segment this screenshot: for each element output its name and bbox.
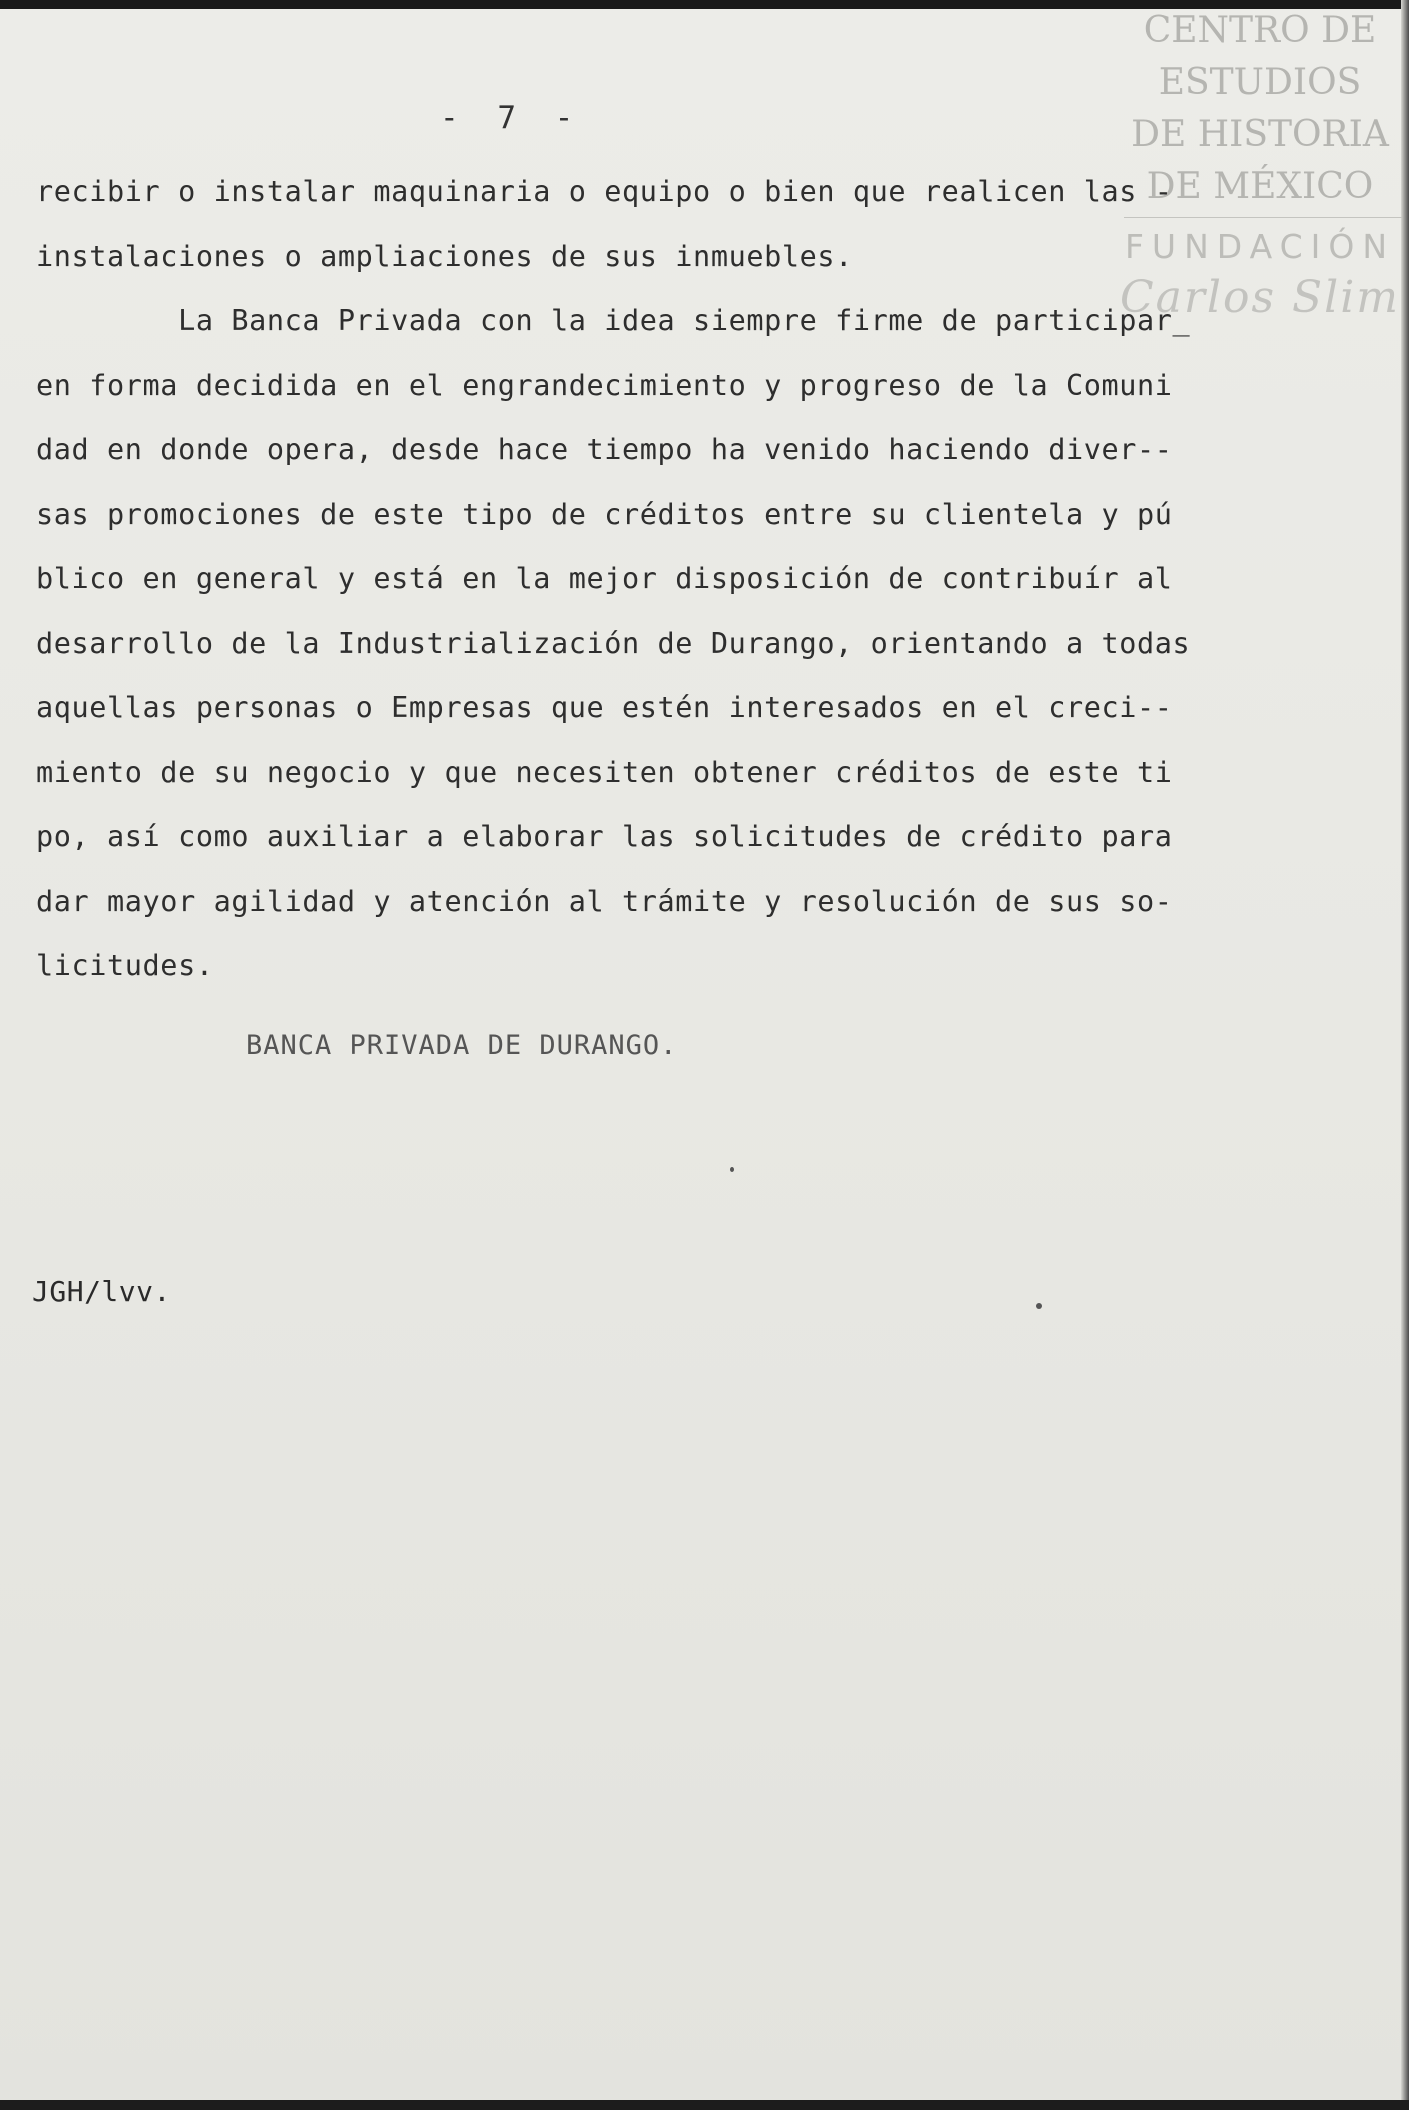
scan-bottom-edge	[0, 2100, 1409, 2110]
watermark-line: DE MÉXICO	[1146, 166, 1374, 207]
text-line: dar mayor agilidad y atención al trámite y resolución de sus so-	[36, 884, 1173, 918]
typist-initials: JGH/lvv.	[32, 1275, 171, 1308]
text-line: instalaciones o ampliaciones de sus inmuebles.	[36, 239, 853, 273]
text-line: po, así como auxiliar a elaborar las solicitudes de crédito para	[36, 820, 1173, 853]
text-line: desarrollo de la Industrialización de Durango, orientando a todas	[36, 626, 1191, 660]
text-line: dad en donde opera, desde hace tiempo ha venido haciendo diver--	[36, 433, 1173, 466]
page-number: - 7 -	[440, 100, 584, 136]
text-line: recibir o instalar maquinaria o equipo o bien que realicen las -	[36, 175, 1173, 208]
text-line: La Banca Privada con la idea siempre firme de participar_	[36, 304, 1191, 337]
watermark-line: DE HISTORIA	[1131, 114, 1389, 155]
paper-speck	[1036, 1303, 1042, 1309]
text-line: miento de su negocio y que necesiten obtener créditos de este ti	[36, 755, 1173, 789]
text-line: en forma decidida en el engrandecimiento y progreso de la Comuni	[36, 368, 1173, 402]
watermark-foundation: FUNDACIÓN	[1124, 227, 1396, 266]
text-line: blico en general y está en la mejor disposición de contribuír al	[36, 562, 1173, 595]
text-line: sas promociones de este tipo de créditos entre su clientela y pú	[36, 497, 1173, 531]
watermark-signature: Carlos Slim	[1119, 272, 1401, 323]
paper-speck	[730, 1167, 734, 1172]
text-line: aquellas personas o Empresas que estén interesados en el creci--	[36, 691, 1173, 724]
letter-body	[36, 160, 1296, 999]
text-line: licitudes.	[36, 949, 214, 982]
watermark-line: ESTUDIOS	[1158, 62, 1362, 103]
bank-signature: BANCA PRIVADA DE DURANGO.	[246, 1030, 678, 1061]
watermark-line: CENTRO DE	[1143, 10, 1377, 51]
